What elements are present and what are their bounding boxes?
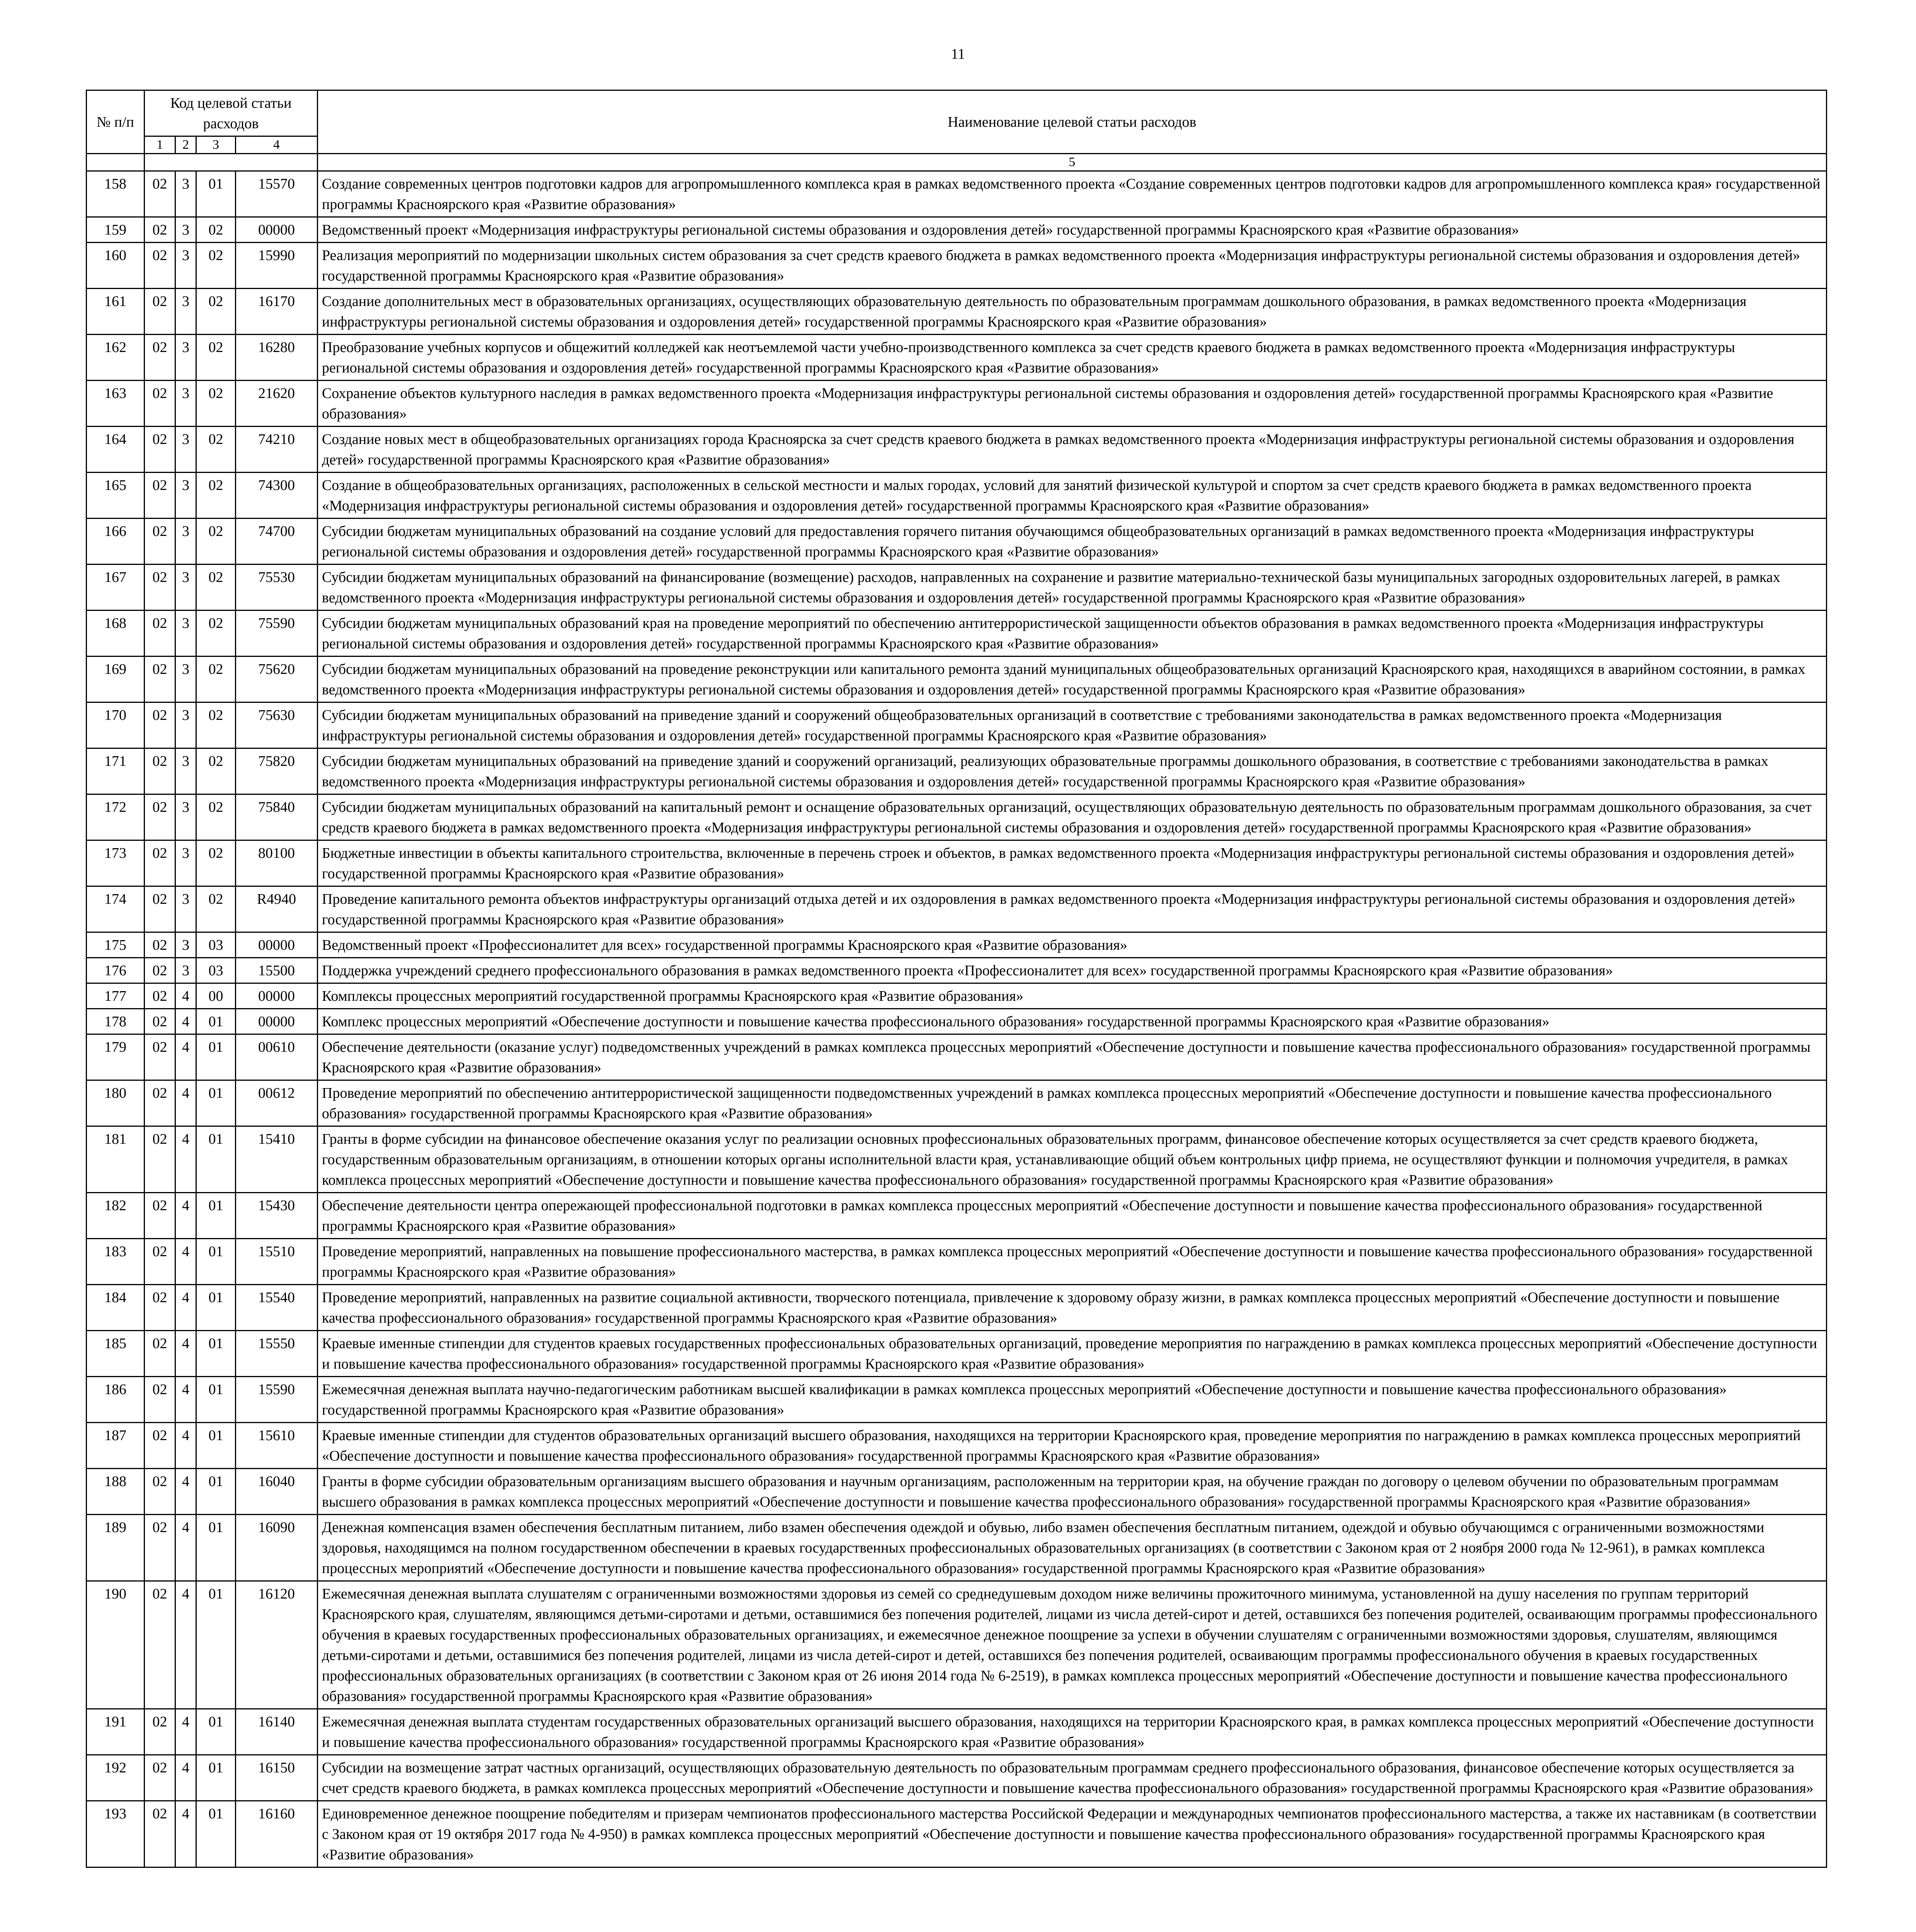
code-program: 02 (145, 748, 175, 794)
code-direction: 16040 (236, 1469, 318, 1515)
code-direction: 15510 (236, 1239, 318, 1285)
table-row (87, 748, 1827, 794)
row-number: 166 (87, 519, 145, 565)
table-row (87, 473, 1827, 519)
code-event: 02 (196, 886, 236, 932)
table-row (87, 932, 1827, 958)
code-event: 03 (196, 958, 236, 983)
row-name: Гранты в форме субсидии на финансовое обеспечение оказания услуг по реализации основных профессиональных образовательных программ, финансовое обеспечение которых осуществляется за счет средств краевого бюджета, государственным образовательным организациям, в отношении которых органы исполнительной власти края, устанавливающие общий объем контрольных цифр приема, не осуществляют функции и полномочия учредителя, в рамках комплекса процессных мероприятий «Обеспечение доступности и повышение качества профессионального образования» государственной программы Красноярского края «Развитие образования» (318, 1126, 1827, 1193)
col-number: 5 (318, 154, 1827, 171)
table-row (87, 1126, 1827, 1193)
row-name: Краевые именные стипендии для студентов краевых государственных профессиональных образовательных организаций, проведение мероприятия по награждению в рамках комплекса процессных мероприятий «Обеспечение доступности и повышение качества профессионального образования» государственной программы Красноярского края «Развитие образования» (318, 1331, 1827, 1377)
table-body (87, 171, 1827, 1867)
code-program: 02 (145, 1801, 175, 1867)
col-number-blank (145, 154, 318, 171)
table-row (87, 1377, 1827, 1423)
page-number: 11 (951, 46, 965, 62)
code-event: 01 (196, 1377, 236, 1423)
row-name: Ежемесячная денежная выплата слушателям с ограниченными возможностями здоровья из семей со среднедушевым доходом ниже величины прожиточного минимума, установленной на душу населения по группам территорий Красноярского края, слушателям, являющимся детьми-сиротами и детьми, оставшимися без попечения родителей, лицами из числа детей-сирот и детей, оставшихся без попечения родителей, осваивающим программы профессионального обучения в краевых государственных профессиональных образовательных организациях, и ежемесячное денежное поощрение за успехи в обучении слушателям с ограниченными возможностями здоровья, слушателям, являющимся детьми-сиротами и детьми, оставшимися без попечения родителей, лицами из числа детей-сирот и детей, оставшихся без попечения родителей, осваивающим программы профессионального обучения в краевых государственных профессиональных образовательных организациях (в соответствии с Законом края от 26 июня 2014 года № 6-2519), в рамках комплекса процессных мероприятий «Обеспечение доступности и повышение качества профессионального образования» государственной программы Красноярского края «Развитие образования» (318, 1581, 1827, 1709)
row-number: 188 (87, 1469, 145, 1515)
row-number: 161 (87, 289, 145, 335)
row-number: 175 (87, 932, 145, 958)
row-name: Субсидии бюджетам муниципальных образований на капитальный ремонт и оснащение образовательных организаций, осуществляющих образовательную деятельность по образовательным программам дошкольного образования, за счет средств краевого бюджета в рамках ведомственного проекта «Модернизация инфраструктуры региональной системы образования и оздоровления детей» государственной программы Красноярского края «Развитие образования» (318, 794, 1827, 840)
table-row (87, 289, 1827, 335)
code-subprogram: 4 (175, 1193, 196, 1239)
code-direction: 16090 (236, 1515, 318, 1581)
row-name: Создание дополнительных мест в образовательных организациях, осуществляющих образовательную деятельность по образовательным программам дошкольного образования, в рамках ведомственного проекта «Модернизация инфраструктуры региональной системы образования и оздоровления детей» государственной программы Красноярского края «Развитие образования» (318, 289, 1827, 335)
code-program: 02 (145, 958, 175, 983)
code-event: 01 (196, 1239, 236, 1285)
code-direction: 74700 (236, 519, 318, 565)
row-name: Ведомственный проект «Модернизация инфраструктуры региональной системы образования и оздоровления детей» государственной программы Красноярского края «Развитие образования» (318, 217, 1827, 243)
code-program: 02 (145, 840, 175, 886)
col-number: 2 (175, 136, 196, 154)
table-row (87, 1755, 1827, 1801)
code-event: 02 (196, 611, 236, 656)
code-program: 02 (145, 381, 175, 427)
code-direction: 00000 (236, 983, 318, 1009)
row-name: Создание новых мест в общеобразовательных организациях города Красноярска за счет средств краевого бюджета в рамках ведомственного проекта «Модернизация инфраструктуры региональной системы образования и оздоровления детей» государственной программы Красноярского края «Развитие образования» (318, 427, 1827, 473)
table-row (87, 1469, 1827, 1515)
code-direction: 15590 (236, 1377, 318, 1423)
code-program: 02 (145, 243, 175, 289)
code-subprogram: 3 (175, 381, 196, 427)
code-event: 01 (196, 171, 236, 217)
code-subprogram: 4 (175, 1709, 196, 1755)
code-program: 02 (145, 932, 175, 958)
code-direction: 75630 (236, 702, 318, 748)
header-num: № п/п (87, 90, 145, 154)
code-direction: 75590 (236, 611, 318, 656)
row-name: Преобразование учебных корпусов и общежитий колледжей как неотъемлемой части учебно-производственного комплекса за счет средств краевого бюджета в рамках ведомственного проекта «Модернизация инфраструктуры региональной системы образования и оздоровления детей» государственной программы Красноярского края «Развитие образования» (318, 335, 1827, 381)
code-subprogram: 4 (175, 1331, 196, 1377)
code-program: 02 (145, 1581, 175, 1709)
code-event: 01 (196, 1709, 236, 1755)
code-event: 01 (196, 1755, 236, 1801)
row-number: 169 (87, 656, 145, 702)
code-program: 02 (145, 1034, 175, 1080)
row-number: 174 (87, 886, 145, 932)
row-name: Поддержка учреждений среднего профессионального образования в рамках ведомственного проекта «Профессионалитет для всех» государственной программы Красноярского края «Развитие образования» (318, 958, 1827, 983)
row-name: Обеспечение деятельности центра опережающей профессиональной подготовки в рамках комплекса процессных мероприятий «Обеспечение доступности и повышение качества профессионального образования» государственной программы Красноярского края «Развитие образования» (318, 1193, 1827, 1239)
table-row (87, 1331, 1827, 1377)
row-name: Субсидии бюджетам муниципальных образований на создание условий для предоставления горячего питания обучающимся общеобразовательных организаций в рамках ведомственного проекта «Модернизация инфраструктуры региональной системы образования и оздоровления детей» государственной программы Красноярского края «Развитие образования» (318, 519, 1827, 565)
table-row (87, 427, 1827, 473)
code-program: 02 (145, 1239, 175, 1285)
code-program: 02 (145, 565, 175, 611)
row-number: 160 (87, 243, 145, 289)
row-name: Бюджетные инвестиции в объекты капитального строительства, включенные в перечень строек и объектов, в рамках ведомственного проекта «Модернизация инфраструктуры региональной системы образования и оздоровления детей» государственной программы Красноярского края «Развитие образования» (318, 840, 1827, 886)
row-number: 162 (87, 335, 145, 381)
table-row (87, 794, 1827, 840)
code-subprogram: 4 (175, 1377, 196, 1423)
row-number: 159 (87, 217, 145, 243)
code-subprogram: 3 (175, 289, 196, 335)
code-direction: 75840 (236, 794, 318, 840)
code-subprogram: 4 (175, 1034, 196, 1080)
row-number: 158 (87, 171, 145, 217)
code-direction: 00612 (236, 1080, 318, 1126)
code-direction: 15610 (236, 1423, 318, 1469)
row-number: 170 (87, 702, 145, 748)
header-code: Код целевой статьи расходов (145, 90, 318, 136)
header-row (87, 90, 1827, 136)
code-subprogram: 3 (175, 840, 196, 886)
code-direction: 00000 (236, 1009, 318, 1034)
code-event: 01 (196, 1331, 236, 1377)
code-direction: 75620 (236, 656, 318, 702)
row-name: Сохранение объектов культурного наследия в рамках ведомственного проекта «Модернизация инфраструктуры региональной системы образования и оздоровления детей» государственной программы Красноярского края «Развитие образования» (318, 381, 1827, 427)
row-number: 184 (87, 1285, 145, 1331)
code-direction: 16170 (236, 289, 318, 335)
code-event: 01 (196, 1126, 236, 1193)
code-subprogram: 3 (175, 656, 196, 702)
code-direction: 15570 (236, 171, 318, 217)
row-name: Субсидии на возмещение затрат частных организаций, осуществляющих образовательную деятельность по образовательным программам среднего профессионального образования, финансовое обеспечение которых осуществляется за счет средств краевого бюджета, в рамках комплекса процессных мероприятий «Обеспечение доступности и повышение качества профессионального образования» государственной программы Красноярского края «Развитие образования» (318, 1755, 1827, 1801)
table-row (87, 519, 1827, 565)
row-number: 167 (87, 565, 145, 611)
code-direction: 16140 (236, 1709, 318, 1755)
code-program: 02 (145, 1285, 175, 1331)
row-number: 185 (87, 1331, 145, 1377)
row-number: 164 (87, 427, 145, 473)
col-number: 4 (236, 136, 318, 154)
code-event: 01 (196, 1080, 236, 1126)
code-direction: 00000 (236, 217, 318, 243)
column-number-row-extra (87, 154, 1827, 171)
code-event: 02 (196, 656, 236, 702)
table-row (87, 1801, 1827, 1867)
code-subprogram: 4 (175, 1009, 196, 1034)
row-name: Субсидии бюджетам муниципальных образований края на проведение мероприятий по обеспечению антитеррористической защищенности объектов образования в рамках ведомственного проекта «Модернизация инфраструктуры региональной системы образования и оздоровления детей» государственной программы Красноярского края «Развитие образования» (318, 611, 1827, 656)
row-number: 179 (87, 1034, 145, 1080)
code-event: 02 (196, 748, 236, 794)
code-subprogram: 3 (175, 702, 196, 748)
code-program: 02 (145, 1080, 175, 1126)
code-program: 02 (145, 656, 175, 702)
code-program: 02 (145, 289, 175, 335)
code-subprogram: 4 (175, 1126, 196, 1193)
code-direction: 74210 (236, 427, 318, 473)
code-subprogram: 3 (175, 794, 196, 840)
code-direction: R4940 (236, 886, 318, 932)
row-number: 183 (87, 1239, 145, 1285)
table-row (87, 1034, 1827, 1080)
code-program: 02 (145, 702, 175, 748)
code-event: 01 (196, 1801, 236, 1867)
table-row (87, 702, 1827, 748)
col-number-blank (87, 154, 145, 171)
code-direction: 15540 (236, 1285, 318, 1331)
row-name: Денежная компенсация взамен обеспечения бесплатным питанием, либо взамен обеспечения одеждой и обувью, либо взамен обеспечения бесплатным питанием, одеждой и обувью обучающимся с ограниченными возможностями здоровья, находящимся на полном государственном обеспечении в краевых государственных профессиональных образовательных организациях (в соответствии с Законом края от 2 ноября 2000 года № 12-961), в рамках комплекса процессных мероприятий «Обеспечение доступности и повышение качества профессионального образования» государственной программы Красноярского края «Развитие образования» (318, 1515, 1827, 1581)
code-subprogram: 4 (175, 1285, 196, 1331)
col-number: 3 (196, 136, 236, 154)
code-direction: 15990 (236, 243, 318, 289)
table-row (87, 217, 1827, 243)
table-row (87, 243, 1827, 289)
code-event: 02 (196, 289, 236, 335)
row-name: Субсидии бюджетам муниципальных образований на финансирование (возмещение) расходов, направленных на сохранение и развитие материально-технической базы муниципальных загородных оздоровительных лагерей, в рамках ведомственного проекта «Модернизация инфраструктуры региональной системы образования и оздоровления детей» государственной программы Красноярского края «Развитие образования» (318, 565, 1827, 611)
code-subprogram: 4 (175, 1581, 196, 1709)
row-number: 191 (87, 1709, 145, 1755)
code-direction: 74300 (236, 473, 318, 519)
row-name: Реализация мероприятий по модернизации школьных систем образования за счет средств краевого бюджета в рамках ведомственного проекта «Модернизация инфраструктуры региональной системы образования и оздоровления детей» государственной программы Красноярского края «Развитие образования» (318, 243, 1827, 289)
code-event: 02 (196, 381, 236, 427)
code-event: 02 (196, 702, 236, 748)
code-subprogram: 4 (175, 1801, 196, 1867)
row-number: 189 (87, 1515, 145, 1581)
code-event: 01 (196, 1009, 236, 1034)
row-name: Обеспечение деятельности (оказание услуг) подведомственных учреждений в рамках комплекса процессных мероприятий «Обеспечение доступности и повышение качества профессионального образования» государственной программы Красноярского края «Развитие образования» (318, 1034, 1827, 1080)
code-event: 02 (196, 794, 236, 840)
code-subprogram: 3 (175, 748, 196, 794)
code-subprogram: 3 (175, 519, 196, 565)
code-program: 02 (145, 983, 175, 1009)
code-subprogram: 3 (175, 335, 196, 381)
row-number: 193 (87, 1801, 145, 1867)
code-event: 02 (196, 217, 236, 243)
table-row (87, 656, 1827, 702)
code-event: 01 (196, 1285, 236, 1331)
row-number: 181 (87, 1126, 145, 1193)
budget-table (86, 90, 1827, 1868)
code-direction: 21620 (236, 381, 318, 427)
table-row (87, 1193, 1827, 1239)
table-row (87, 1581, 1827, 1709)
code-program: 02 (145, 335, 175, 381)
table-row (87, 1080, 1827, 1126)
row-name: Проведение мероприятий, направленных на развитие социальной активности, творческого потенциала, привлечение к здоровому образу жизни, в рамках комплекса процессных мероприятий «Обеспечение доступности и повышение качества профессионального образования» государственной программы Красноярского края «Развитие образования» (318, 1285, 1827, 1331)
row-name: Проведение капитального ремонта объектов инфраструктуры организаций отдыха детей и их оздоровления в рамках ведомственного проекта «Модернизация инфраструктуры региональной системы образования и оздоровления детей» государственной программы Красноярского края «Развитие образования» (318, 886, 1827, 932)
code-program: 02 (145, 794, 175, 840)
table-row (87, 1515, 1827, 1581)
code-event: 02 (196, 519, 236, 565)
code-event: 01 (196, 1193, 236, 1239)
code-direction: 15410 (236, 1126, 318, 1193)
code-direction: 16280 (236, 335, 318, 381)
row-number: 180 (87, 1080, 145, 1126)
code-subprogram: 3 (175, 611, 196, 656)
row-number: 192 (87, 1755, 145, 1801)
code-event: 01 (196, 1034, 236, 1080)
row-number: 163 (87, 381, 145, 427)
code-subprogram: 4 (175, 1515, 196, 1581)
table-row (87, 958, 1827, 983)
code-direction: 75820 (236, 748, 318, 794)
table-row (87, 1423, 1827, 1469)
code-subprogram: 4 (175, 983, 196, 1009)
row-number: 177 (87, 983, 145, 1009)
row-name: Создание в общеобразовательных организациях, расположенных в сельской местности и малых городах, условий для занятий физической культурой и спортом за счет средств краевого бюджета в рамках ведомственного проекта «Модернизация инфраструктуры региональной системы образования и оздоровления детей» государственной программы Красноярского края «Развитие образования» (318, 473, 1827, 519)
code-subprogram: 3 (175, 565, 196, 611)
code-program: 02 (145, 1423, 175, 1469)
row-name: Субсидии бюджетам муниципальных образований на приведение зданий и сооружений общеобразовательных организаций в соответствие с требованиями законодательства в рамках ведомственного проекта «Модернизация инфраструктуры региональной системы образования и оздоровления детей» государственной программы Красноярского края «Развитие образования» (318, 702, 1827, 748)
code-event: 00 (196, 983, 236, 1009)
code-program: 02 (145, 519, 175, 565)
code-subprogram: 3 (175, 932, 196, 958)
code-program: 02 (145, 171, 175, 217)
table-row (87, 611, 1827, 656)
row-number: 173 (87, 840, 145, 886)
row-number: 165 (87, 473, 145, 519)
code-event: 02 (196, 243, 236, 289)
table-row (87, 1239, 1827, 1285)
code-subprogram: 3 (175, 958, 196, 983)
code-subprogram: 3 (175, 171, 196, 217)
code-direction: 80100 (236, 840, 318, 886)
row-name: Ведомственный проект «Профессионалитет для всех» государственной программы Красноярского края «Развитие образования» (318, 932, 1827, 958)
table-row (87, 171, 1827, 217)
row-name: Комплексы процессных мероприятий государственной программы Красноярского края «Развитие образования» (318, 983, 1827, 1009)
row-number: 168 (87, 611, 145, 656)
code-subprogram: 4 (175, 1239, 196, 1285)
code-subprogram: 3 (175, 217, 196, 243)
row-number: 186 (87, 1377, 145, 1423)
code-subprogram: 4 (175, 1755, 196, 1801)
code-direction: 15550 (236, 1331, 318, 1377)
code-program: 02 (145, 427, 175, 473)
code-subprogram: 3 (175, 886, 196, 932)
code-program: 02 (145, 611, 175, 656)
code-event: 02 (196, 335, 236, 381)
code-subprogram: 4 (175, 1469, 196, 1515)
table-row (87, 1285, 1827, 1331)
row-number: 171 (87, 748, 145, 794)
code-event: 03 (196, 932, 236, 958)
col-number: 1 (145, 136, 175, 154)
code-event: 01 (196, 1581, 236, 1709)
code-direction: 00000 (236, 932, 318, 958)
code-program: 02 (145, 1709, 175, 1755)
row-name: Проведение мероприятий, направленных на повышение профессионального мастерства, в рамках комплекса процессных мероприятий «Обеспечение доступности и повышение качества профессионального образования» государственной программы Красноярского края «Развитие образования» (318, 1239, 1827, 1285)
row-name: Гранты в форме субсидии образовательным организациям высшего образования и научным организациям, расположенным на территории края, на обучение граждан по договору о целевом обучении по образовательным программам высшего образования в рамках комплекса процессных мероприятий «Обеспечение доступности и повышение качества профессионального образования» государственной программы Красноярского края «Развитие образования» (318, 1469, 1827, 1515)
row-number: 178 (87, 1009, 145, 1034)
code-program: 02 (145, 1377, 175, 1423)
code-program: 02 (145, 217, 175, 243)
table-row (87, 381, 1827, 427)
code-direction: 16150 (236, 1755, 318, 1801)
row-name: Проведение мероприятий по обеспечению антитеррористической защищенности подведомственных учреждений в рамках комплекса процессных мероприятий «Обеспечение доступности и повышение качества профессионального образования» государственной программы Красноярского края «Развитие образования» (318, 1080, 1827, 1126)
row-name: Краевые именные стипендии для студентов образовательных организаций высшего образования, находящихся на территории Красноярского края, проведение мероприятия по награждению в рамках комплекса процессных мероприятий «Обеспечение доступности и повышение качества профессионального образования» государственной программы Красноярского края «Развитие образования» (318, 1423, 1827, 1469)
code-subprogram: 4 (175, 1080, 196, 1126)
table-row (87, 886, 1827, 932)
code-direction: 75530 (236, 565, 318, 611)
table-row (87, 565, 1827, 611)
row-name: Ежемесячная денежная выплата научно-педагогическим работникам высшей квалификации в рамках комплекса процессных мероприятий «Обеспечение доступности и повышение качества профессионального образования» государственной программы Красноярского края «Развитие образования» (318, 1377, 1827, 1423)
table-row (87, 1009, 1827, 1034)
code-program: 02 (145, 473, 175, 519)
row-name: Создание современных центров подготовки кадров для агропромышленного комплекса края в рамках ведомственного проекта «Создание современных центров подготовки кадров для агропромышленного комплекса края» государственной программы Красноярского края «Развитие образования» (318, 171, 1827, 217)
code-event: 01 (196, 1423, 236, 1469)
code-event: 02 (196, 427, 236, 473)
header-name: Наименование целевой статьи расходов (318, 90, 1827, 154)
row-number: 172 (87, 794, 145, 840)
row-name: Комплекс процессных мероприятий «Обеспечение доступности и повышение качества профессионального образования» государственной программы Красноярского края «Развитие образования» (318, 1009, 1827, 1034)
table-row (87, 1709, 1827, 1755)
table-row (87, 335, 1827, 381)
code-program: 02 (145, 1009, 175, 1034)
row-number: 182 (87, 1193, 145, 1239)
code-program: 02 (145, 1193, 175, 1239)
code-program: 02 (145, 1469, 175, 1515)
code-subprogram: 3 (175, 243, 196, 289)
code-event: 01 (196, 1469, 236, 1515)
code-direction: 00610 (236, 1034, 318, 1080)
code-program: 02 (145, 1755, 175, 1801)
row-name: Единовременное денежное поощрение победителям и призерам чемпионатов профессионального мастерства Российской Федерации и международных чемпионатов профессионального мастерства, а также их наставникам (в соответствии с Законом края от 19 октября 2017 года № 4-950) в рамках комплекса процессных мероприятий «Обеспечение доступности и повышение качества профессионального образования» государственной программы Красноярского края «Развитие образования» (318, 1801, 1827, 1867)
code-direction: 15500 (236, 958, 318, 983)
row-name: Ежемесячная денежная выплата студентам государственных образовательных организаций высшего образования, находящихся на территории Красноярского края, в рамках комплекса процессных мероприятий «Обеспечение доступности и повышение качества профессионального образования» государственной программы Красноярского края «Развитие образования» (318, 1709, 1827, 1755)
code-program: 02 (145, 886, 175, 932)
code-event: 02 (196, 840, 236, 886)
code-event: 02 (196, 473, 236, 519)
code-subprogram: 3 (175, 473, 196, 519)
table-row (87, 983, 1827, 1009)
code-direction: 15430 (236, 1193, 318, 1239)
row-number: 190 (87, 1581, 145, 1709)
code-direction: 16160 (236, 1801, 318, 1867)
code-program: 02 (145, 1515, 175, 1581)
code-event: 01 (196, 1515, 236, 1581)
code-subprogram: 3 (175, 427, 196, 473)
table-row (87, 840, 1827, 886)
code-subprogram: 4 (175, 1423, 196, 1469)
code-program: 02 (145, 1126, 175, 1193)
code-program: 02 (145, 1331, 175, 1377)
row-name: Субсидии бюджетам муниципальных образований на приведение зданий и сооружений организаций, реализующих образовательные программы дошкольного образования, в соответствие с требованиями законодательства в рамках ведомственного проекта «Модернизация инфраструктуры региональной системы образования и оздоровления детей» государственной программы Красноярского края «Развитие образования» (318, 748, 1827, 794)
row-name: Субсидии бюджетам муниципальных образований на проведение реконструкции или капитального ремонта зданий муниципальных общеобразовательных организаций Красноярского края, находящихся в аварийном состоянии, в рамках ведомственного проекта «Модернизация инфраструктуры региональной системы образования и оздоровления детей» государственной программы Красноярского края «Развитие образования» (318, 656, 1827, 702)
row-number: 176 (87, 958, 145, 983)
row-number: 187 (87, 1423, 145, 1469)
code-direction: 16120 (236, 1581, 318, 1709)
code-event: 02 (196, 565, 236, 611)
